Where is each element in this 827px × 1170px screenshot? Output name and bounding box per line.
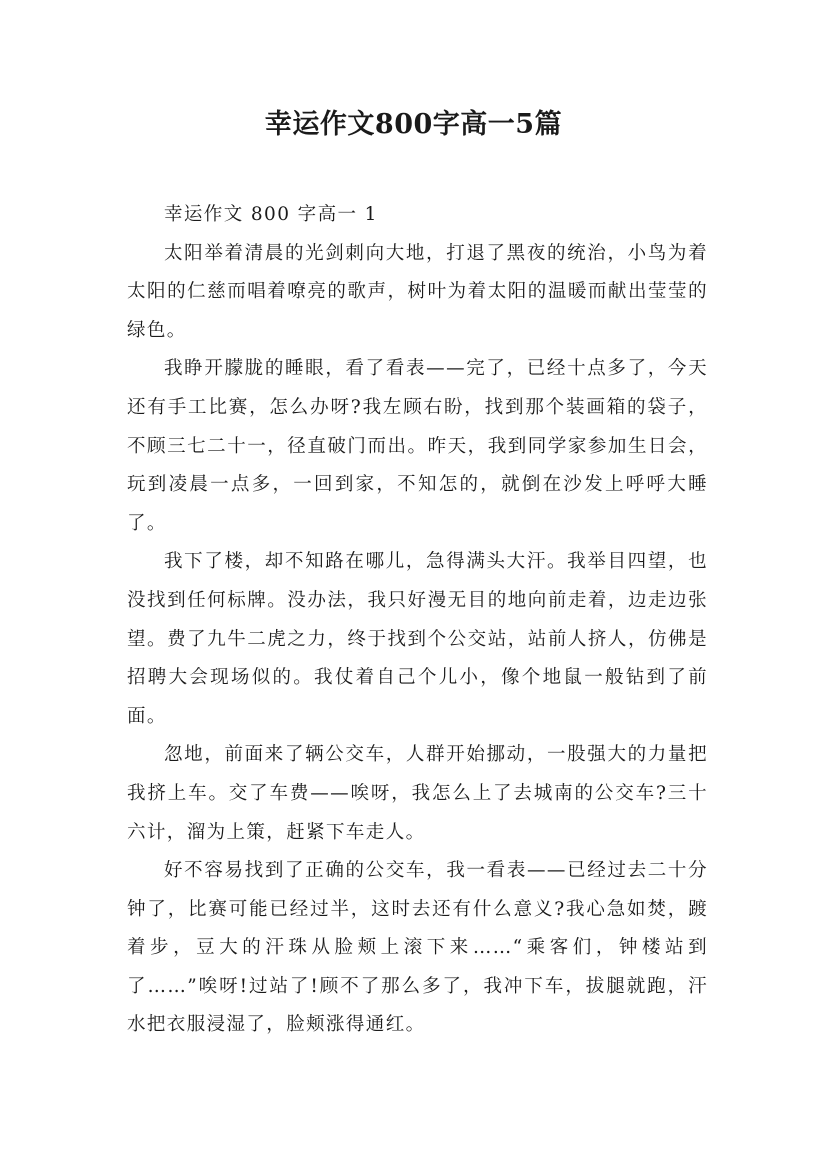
document-body	[127, 196, 708, 1045]
paragraph: 忽地，前面来了辆公交车，人群开始挪动，一股强大的力量把我挤上车。交了车费——唉呀，我怎么上了去城南的公交车?三十六计，溜为上策，赶紧下车走人。	[127, 744, 708, 843]
section-heading: 幸运作文 800 字高一 1	[164, 204, 378, 225]
paragraph: 好不容易找到了正确的公交车，我一看表——已经过去二十分钟了，比赛可能已经过半，这时去还有什么意义?我心急如焚，踱着步，豆大的汗珠从脸颊上滚下来……“乘客们，钟楼站到了……”唉呀!过站了!顾不了那么多了，我冲下车，拔腿就跑，汗水把衣服浸湿了，脸颊涨得通红。	[127, 860, 708, 1036]
paragraph: 我下了楼，却不知路在哪儿，急得满头大汗。我举目四望，也没找到任何标牌。没办法，我只好漫无目的地向前走着，边走边张望。费了九牛二虎之力，终于找到个公交站，站前人挤人，仿佛是招聘大会现场似的。我仗着自己个儿小，像个地鼠一般钻到了前面。	[127, 551, 708, 727]
paragraph: 太阳举着清晨的光剑刺向大地，打退了黑夜的统治，小鸟为着太阳的仁慈而唱着嘹亮的歌声，树叶为着太阳的温暖而献出莹莹的绿色。	[127, 242, 708, 341]
paragraph: 我睁开朦胧的睡眼，看了看表——完了，已经十点多了，今天还有手工比赛，怎么办呀?我左顾右盼，找到那个装画箱的袋子，不顾三七二十一，径直破门而出。昨天，我到同学家参加生日会，玩到凌晨一点多，一回到家，不知怎的，就倒在沙发上呼呼大睡了。	[127, 358, 708, 534]
document-title: 幸运作文800字高一5篇	[264, 109, 563, 140]
